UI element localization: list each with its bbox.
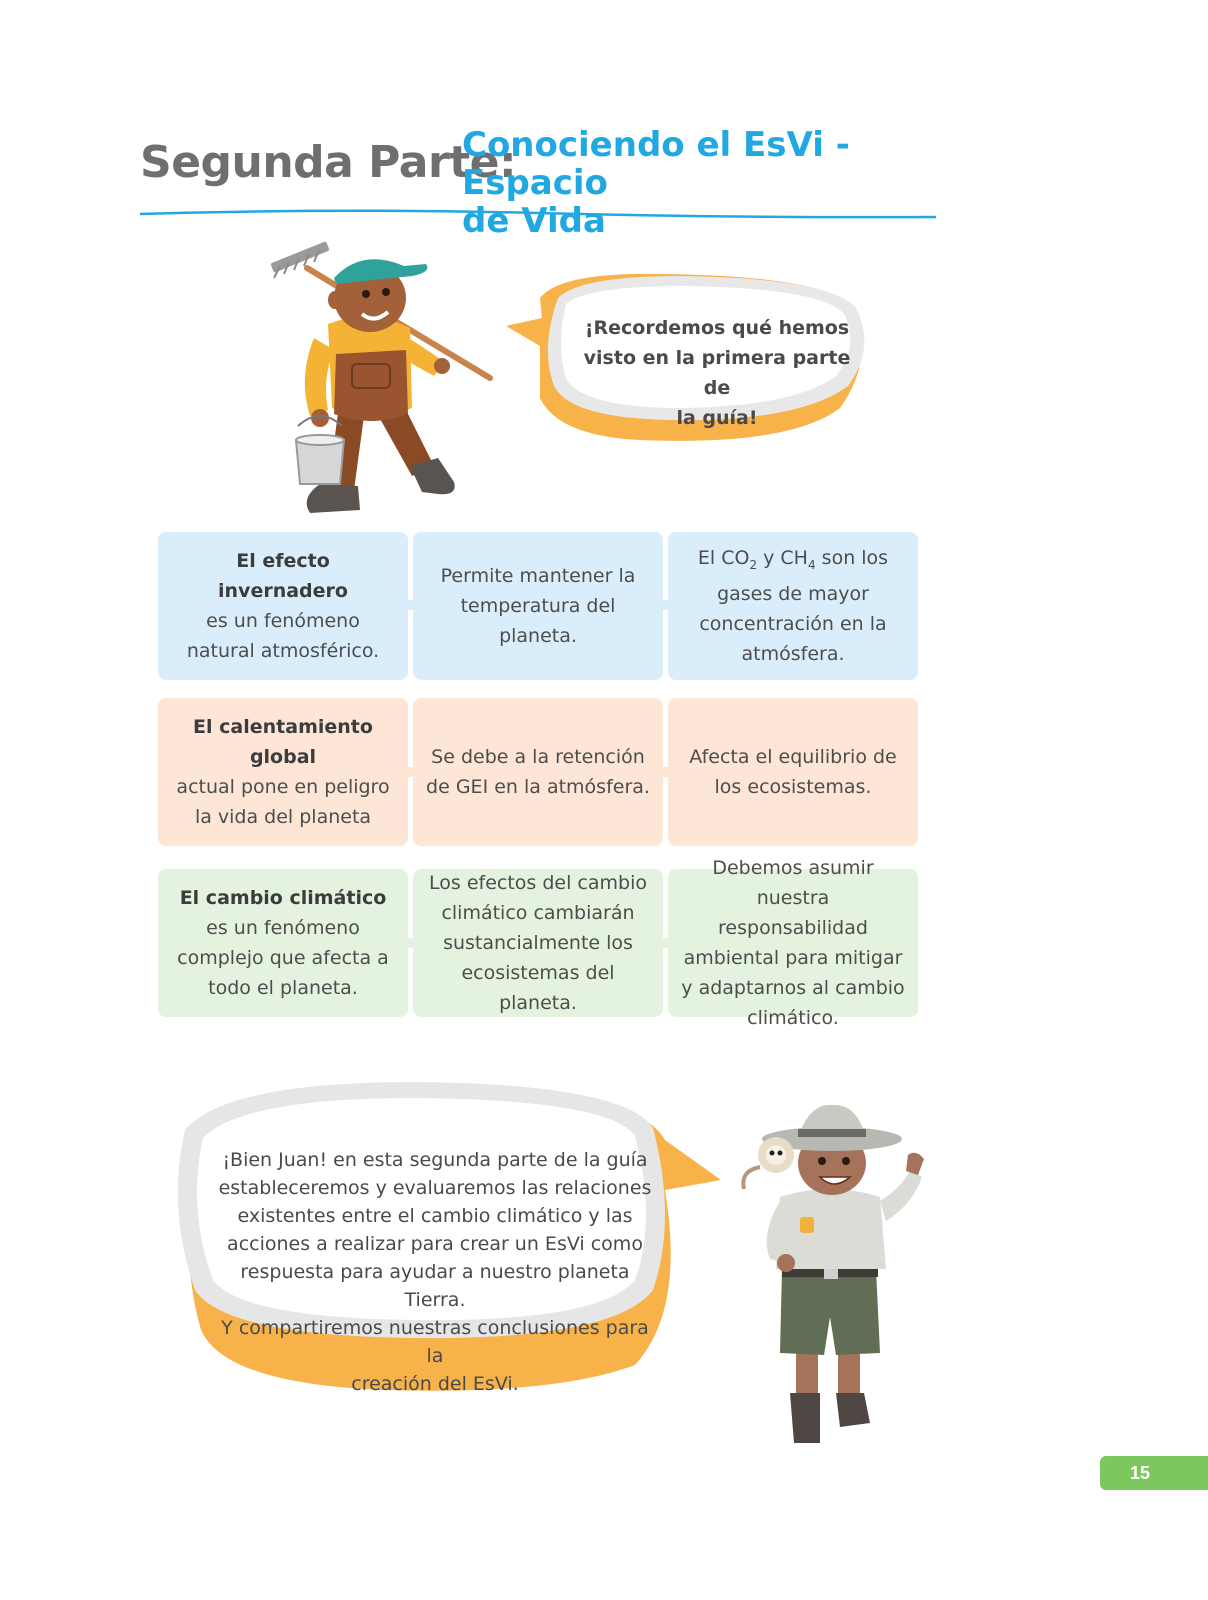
box-text: Se debe a la retención de GEI en la atmósfera. [426,746,650,798]
speech-line: existentes entre el cambio climático y las [237,1205,633,1227]
farmer-character-illustration [262,238,502,523]
speech-line: estableceremos y evaluaremos las relaciones [218,1177,652,1199]
connector [661,938,673,948]
box-responsabilidad-ambiental [668,857,918,1029]
page-number-tab: 15 [1100,1456,1208,1490]
section-title-line1: Conociendo el EsVi - Espacio [462,125,850,203]
box-gases-concentracion [668,532,918,680]
box-text: Debemos asumir nuestra responsabilidad ambiental para mitigar y adaptarnos al cambio climático. [681,857,905,1029]
section-title-line2: de Vida [462,201,606,241]
title-underline [138,208,938,222]
box-text: actual pone en peligro la vida del planeta [176,776,390,828]
box-efectos-cambio [413,869,663,1017]
speech-line: Y compartiremos nuestras conclusiones para la [221,1317,649,1367]
connector [406,767,418,777]
speech-line: acciones a realizar para crear un EsVi como [227,1233,643,1255]
speech-line: visto en la primera parte de [583,347,851,399]
box-text: es un fenómeno complejo que afecta a todo el planeta. [177,917,389,999]
ranger-character-illustration [740,1105,940,1445]
speech-line: creación del EsVi. [351,1373,519,1395]
box-mantener-temperatura [413,532,663,680]
box-equilibrio-ecosistemas [668,698,918,846]
box-bold-text: El calentamiento global [193,716,373,768]
box-cambio-climatico [158,869,408,1017]
speech-line: ¡Bien Juan! en esta segunda parte de la guía [222,1149,648,1171]
speech-bubble-top-text [572,313,862,433]
connector [661,767,673,777]
speech-line: ¡Recordemos qué hemos [584,317,850,339]
box-bold-text: El efecto invernadero [218,550,348,602]
connector [406,600,418,610]
box-text: El $CO_2$ y $CH_4$ son los gases de mayor concentración en la atmósfera. [697,546,889,666]
box-text: Afecta el equilibrio de los ecosistemas. [689,746,897,798]
speech-line: la guía! [676,407,758,429]
box-text: Los efectos del cambio climático cambiarán sustancialmente los ecosistemas del planeta. [429,872,647,1014]
box-text: es un fenómeno natural atmosférico. [186,610,380,662]
speech-bubble-bottom-text [210,1146,660,1398]
box-text: Permite mantener la temperatura del planeta. [440,565,636,647]
connector [661,600,673,610]
section-part-label: Segunda Parte: [140,137,517,188]
box-calentamiento-global [158,698,408,846]
box-retencion-gei [413,698,663,846]
speech-line: respuesta para ayudar a nuestro planeta Tierra. [240,1261,630,1311]
section-title [462,126,942,240]
box-efecto-invernadero [158,532,408,680]
connector [406,938,418,948]
box-bold-text: El cambio climático [179,887,387,909]
